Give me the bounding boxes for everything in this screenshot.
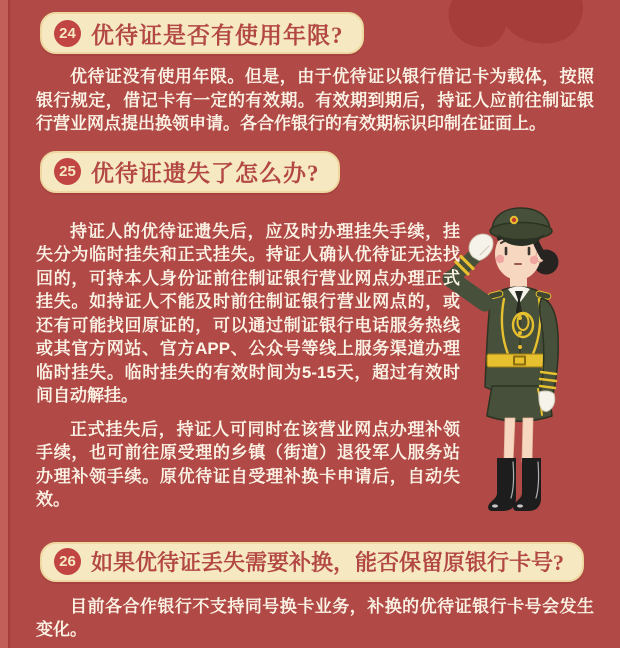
question-title: 如果优待证丢失需要补换，能否保留原银行卡号? (91, 550, 565, 575)
question-box-24 (40, 12, 364, 54)
question-number-badge: 26 (54, 548, 81, 575)
answer-paragraph: 优待证没有使用年限。但是，由于优待证以银行借记卡为载体，按照银行规定，借记卡有一定的有效期。有效期到期后，持证人应前往制证银行营业网点提出换领申请。各合作银行的有效期标识印制在证面上。 (36, 67, 594, 133)
question-number-badge: 24 (54, 20, 81, 47)
qa-section-26 (0, 542, 620, 642)
answer-paragraph: 目前各合作银行不支持同号换卡业务，补换的优待证银行卡号会发生变化。 (36, 596, 594, 639)
answer-paragraph: 正式挂失后，持证人可同时在该营业网点办理补领手续，也可前往原受理的乡镇（街道）退役军人服务站办理补领手续。原优待证自受理补换卡申请后，自动失效。 (36, 419, 460, 509)
question-box-26 (40, 542, 584, 582)
question-title: 优待证是否有使用年限? (91, 22, 344, 48)
question-box-25 (40, 151, 340, 193)
question-number-badge: 25 (54, 158, 81, 185)
qa-section-24 (0, 12, 620, 136)
question-title: 优待证遗失了怎么办? (91, 161, 320, 186)
qa-section-25 (0, 151, 620, 512)
answer-paragraph: 持证人的优待证遗失后，应及时办理挂失手续，挂失分为临时挂失和正式挂失。持证人确认优待证无法找回的，可持本人身份证前往制证银行营业网点办理正式挂失。如持证人不能及时前往制证银行营业网点的，或还有可能找回原证的，可以通过制证银行电话服务热线或其官方网站、官方APP、公众号等线上服务渠道办理临时挂失。临时挂失的有效时间为5-15天，超过有效时间自动解挂。 (36, 221, 460, 405)
